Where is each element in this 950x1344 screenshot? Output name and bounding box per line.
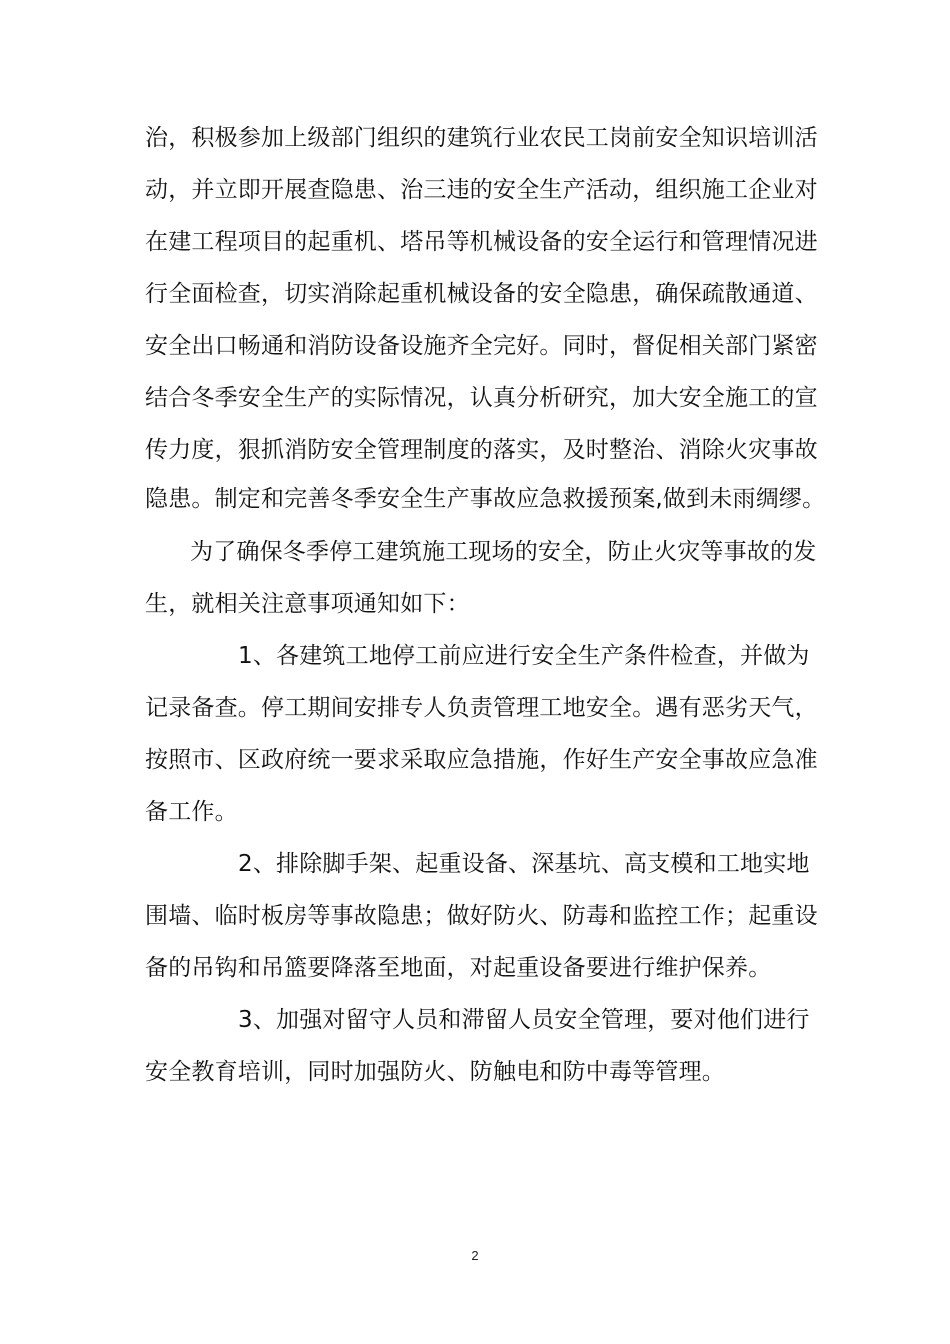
text-line: 2、排除脚手架、起重设备、深基坑、高支模和工地实地 [238,851,810,877]
text-line: 安全教育培训，同时加强防火、防触电和防中毒等管理。 [145,1059,725,1085]
text-line: 在建工程项目的起重机、塔吊等机械设备的安全运行和管理情况进 [145,229,818,255]
text-line: 为了确保冬季停工建筑施工现场的安全，防止火灾等事故的发 [190,539,817,565]
text-line: 结合冬季安全生产的实际情况，认真分析研究，加大安全施工的宣 [145,385,818,411]
text-line: 安全出口畅通和消防设备设施齐全完好。同时，督促相关部门紧密 [145,333,818,359]
text-line: 围墙、临时板房等事故隐患；做好防火、防毒和监控工作；起重设 [145,903,818,929]
text-line: 1、各建筑工地停工前应进行安全生产条件检查，并做为 [238,643,810,669]
text-line: 3、加强对留守人员和滞留人员安全管理，要对他们进行 [238,1007,810,1033]
text-line: 治，积极参加上级部门组织的建筑行业农民工岗前安全知识培训活 [145,125,818,151]
text-line: 生，就相关注意事项通知如下： [145,591,470,617]
text-line: 备工作。 [145,799,238,825]
text-line: 按照市、区政府统一要求采取应急措施，作好生产安全事故应急准 [145,747,818,773]
text-line: 隐患。制定和完善冬季安全生产事故应急救援预案,做到未雨绸缪。 [145,486,826,512]
text-line: 备的吊钩和吊篮要降落至地面，对起重设备要进行维护保养。 [145,955,772,981]
text-line: 传力度，狠抓消防安全管理制度的落实，及时整治、消除火灾事故 [145,437,818,463]
text-line: 记录备查。停工期间安排专人负责管理工地安全。遇有恶劣天气， [145,695,818,721]
text-line: 动，并立即开展查隐患、治三违的安全生产活动，组织施工企业对 [145,177,818,203]
text-line: 行全面检查，切实消除起重机械设备的安全隐患，确保疏散通道、 [145,281,818,307]
page-number: 2 [471,1248,479,1263]
